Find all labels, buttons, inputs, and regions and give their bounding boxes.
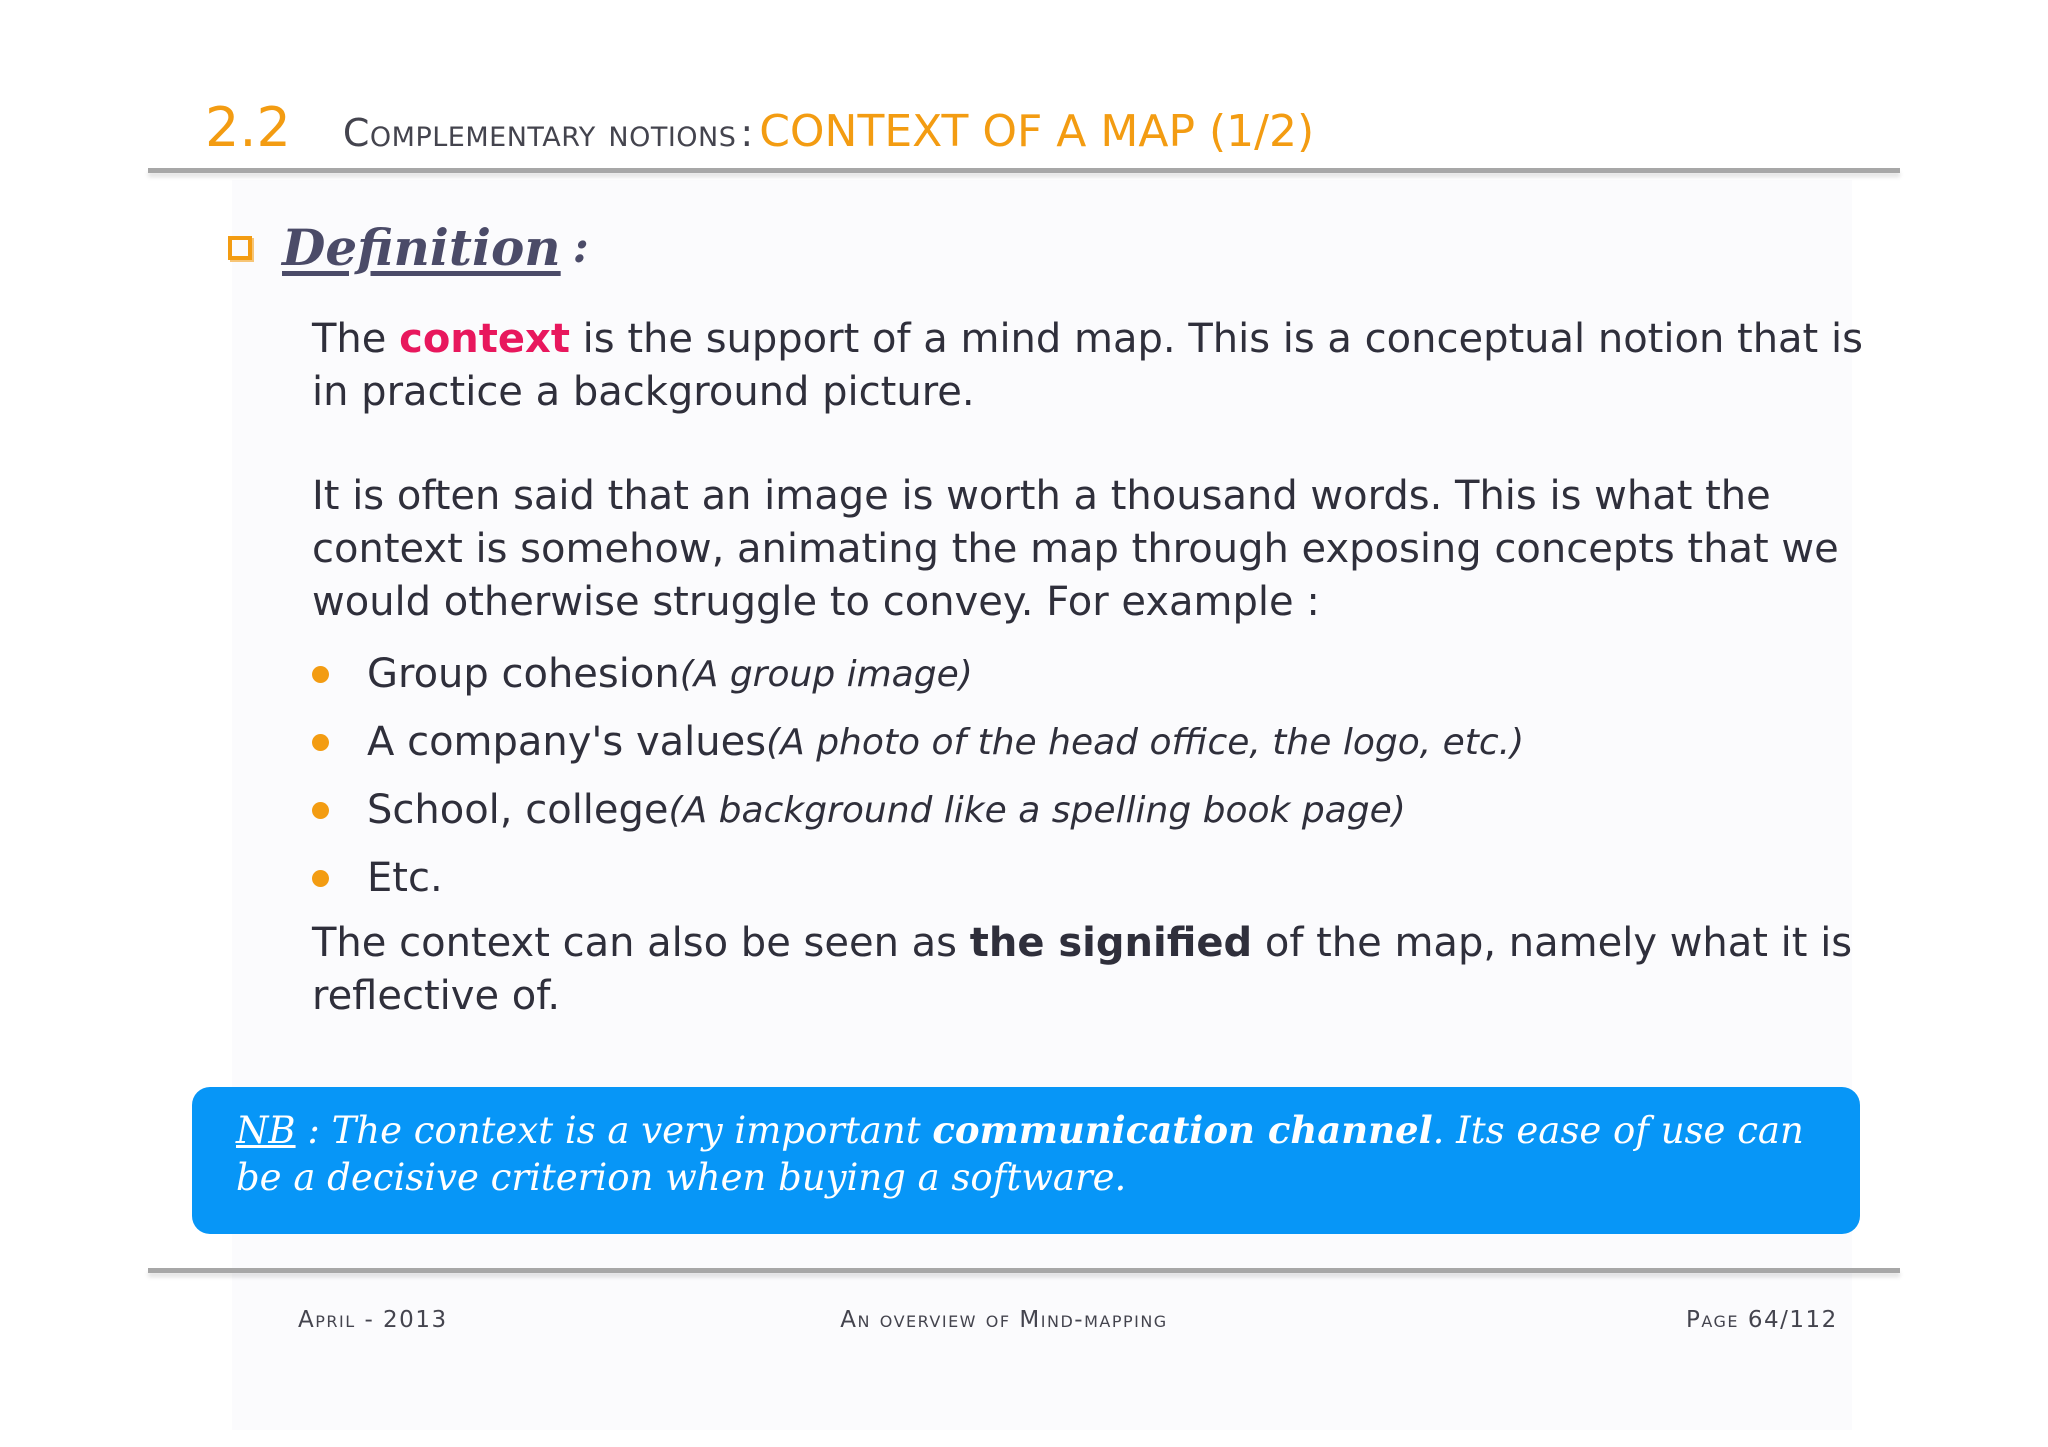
- list-item-text: Etc.: [367, 855, 443, 901]
- header-colon: :: [740, 111, 754, 155]
- list-item: [312, 640, 1524, 708]
- footer-title: An overview of Mind-mapping: [840, 1307, 1168, 1333]
- context-paragraph: [312, 313, 1872, 419]
- list-item-note: (A background like a spelling book page): [668, 789, 1406, 831]
- footer-page-number: Page 64/112: [1686, 1307, 1838, 1333]
- footer-divider: [148, 1268, 1900, 1273]
- footer-date: April - 2013: [298, 1307, 448, 1333]
- checkbox-bullet-icon: [228, 236, 252, 260]
- nb-keyword: communication channel: [932, 1108, 1433, 1152]
- bullet-dot-icon: [312, 870, 329, 887]
- list-item-note: (A photo of the head office, the logo, etc.): [766, 721, 1525, 763]
- slide-header: [205, 96, 1314, 166]
- paragraph-text: is the support of a mind map. This is a conceptual notion that is in practice a background picture.: [312, 316, 1863, 415]
- bullet-dot-icon: [312, 802, 329, 819]
- list-item-text: School, college: [367, 787, 669, 833]
- paragraph-text: The: [312, 316, 400, 362]
- section-number: 2.2: [205, 96, 291, 159]
- list-item: [312, 776, 1524, 844]
- list-item: [312, 844, 1524, 912]
- nb-label: NB: [236, 1109, 296, 1152]
- definition-colon: :: [572, 222, 589, 273]
- bullet-dot-icon: [312, 666, 329, 683]
- nb-text: : The context is a very important: [295, 1109, 933, 1152]
- list-item-note: (A group image): [679, 653, 973, 695]
- signified-keyword: the signified: [969, 920, 1253, 966]
- nb-text: . Its ease of use can be a decisive criterion when buying a software.: [236, 1109, 1804, 1199]
- definition-title: Definition: [282, 218, 561, 277]
- paragraph-text: The context can also be seen as: [312, 920, 970, 966]
- header-subtitle: CONTEXT OF A MAP (1/2): [759, 106, 1315, 157]
- image-paragraph: It is often said that an image is worth a thousand words. This is what the context is somehow, animating the map through exposing concepts that we would otherwise struggle to convey. For example :: [312, 473, 1839, 625]
- context-keyword: context: [399, 316, 570, 362]
- definition-heading: [228, 218, 589, 277]
- header-title: Complementary notions: [342, 111, 737, 155]
- signified-paragraph: [312, 917, 1872, 1023]
- header-divider: [148, 168, 1900, 173]
- bullet-dot-icon: [312, 734, 329, 751]
- list-item-text: A company's values: [367, 719, 767, 765]
- nb-callout: [192, 1087, 1860, 1234]
- paragraph-text: of the map, namely what it is reflective of.: [312, 920, 1853, 1019]
- list-item: [312, 708, 1524, 776]
- list-item-text: Group cohesion: [367, 651, 680, 697]
- example-list: [312, 640, 1524, 912]
